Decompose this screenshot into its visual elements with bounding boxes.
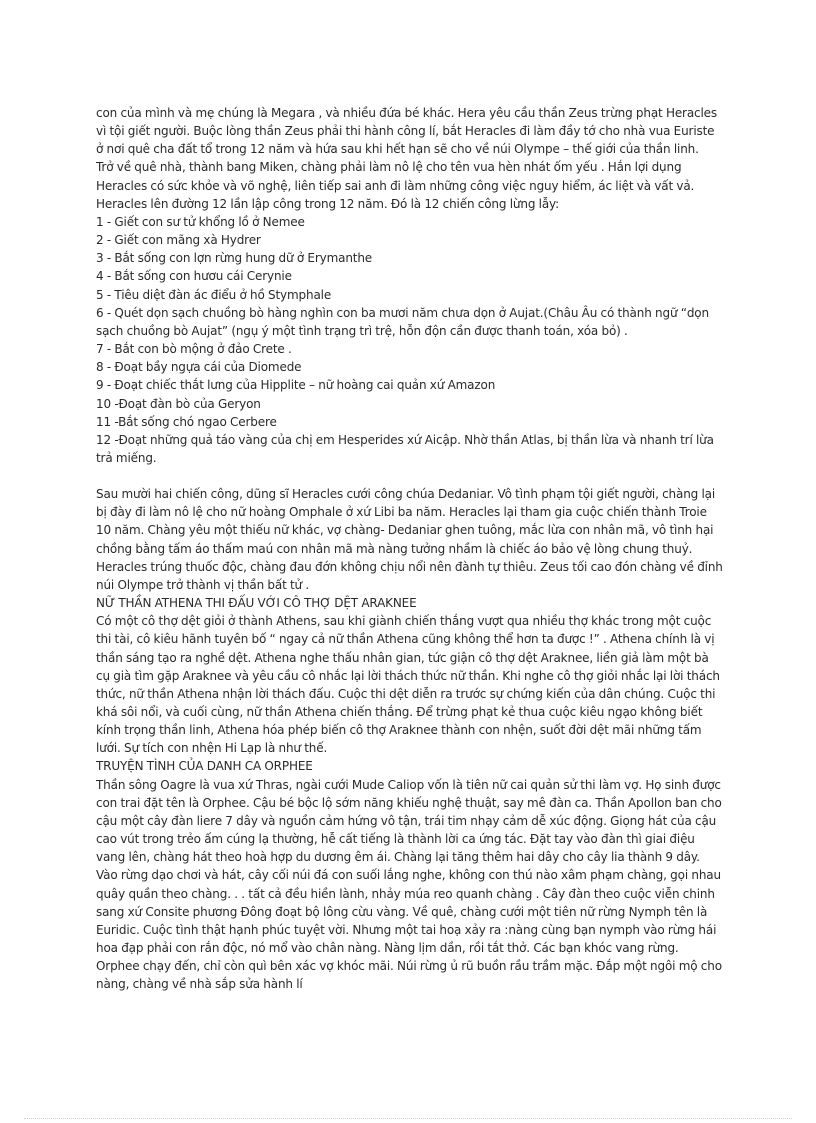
paragraph-heracles-punishment: con của mình và mẹ chúng là Megara , và nhiều đứa bé khác. Hera yêu cầu thần Zeus trừng phạt Heracles vì tội giết người. Buộc lòng thần Zeus phải thi hành công lí, bắt Heracles đi làm đầy tớ cho nhà vua Euriste ở nơi quê cha đất tổ trong 12 năm và hứa sau khi hết hạn sẽ cho về núi Olympe – thế giới của thần linh. bbox=[96, 106, 718, 157]
page-bottom-divider bbox=[24, 1118, 792, 1119]
paragraph-athena-araknee: Có một cô thợ dệt giỏi ở thành Athens, sau khi giành chiến thắng vượt qua nhiều thợ khác trong một cuộc thi tài, cô kiêu hãnh tuyên bố “ ngay cả nữ thần Athena cũng không thể hơn ta được !” . Athena chính là vị thần sáng tạo ra nghề dệt. Athena nghe thấu nhân gian, tức giận cô thợ dệt Araknee, liền giả làm một bà cụ già tìm gặp Araknee và yêu cầu cô nhắc lại lời thách thức nữ thần. Khi nghe cô thợ giỏi nhắc lại lời thách thức, nữ thần Athena nhận lời thách đấu. Cuộc thi dệt diễn ra trước sự chứng kiến của dân chúng. Cuộc thi khá sôi nổi, và cuối cùng, nữ thần Athena chiến thắng. Để trừng phạt kẻ thua cuộc kiêu ngạo không biết kính trọng thần linh, Athena hóa phép biến cô thợ Araknee thành con nhện, suốt đời dệt mãi những tấm lưới. Sự tích con nhện Hi Lạp là như thế. bbox=[96, 614, 720, 756]
list-item-labor-2: 2 - Giết con mãng xà Hydrer bbox=[96, 233, 261, 248]
list-item-labor-5: 5 - Tiêu diệt đàn ác điểu ở hồ Stymphale bbox=[96, 287, 332, 302]
list-item-labor-7: 7 - Bắt con bò mộng ở đảo Crete . bbox=[96, 342, 292, 357]
paragraph-orphee: Thần sông Oagre là vua xứ Thras, ngài cưới Mude Caliop vốn là tiên nữ cai quản sử thi làm vợ. Họ sinh được con trai đặt tên là Orphee. Cậu bé bộc lộ sớm năng khiếu nghệ thuật, say mê đàn ca. Thần Apollon ban cho cậu một cây đàn liere 7 dây và nguồn cảm hứng vô tận, trái tim nhạy cảm dễ xúc động. Giọng hát của cậu cao vút trong trẻo ấm cúng lạ thường, hễ cất tiếng là thành lời ca ứng tác. Đặt tay vào đàn thì giai điệu vang lên, chàng hát theo hoà hợp du dương êm ái. Chàng lại tăng thêm hai dây cho cây lia thành 9 dây. Vào rừng dạo chơi và hát, cây cối núi đá con suối lắng nghe, không con thú nào xâm phạm chàng, gọi nhau quây quần theo chàng. . . tất cả đều hiền lành, nhảy múa reo quanh chàng . Cây đàn theo cuộc viễn chinh sang xứ Consite phương Đông đoạt bộ lông cừu vàng. Về quê, chàng cưới một tiên nữ rừng Nymph tên là Euridic. Cuộc tình thật hạnh phúc tuyệt vời. Nhưng một tai hoạ xảy ra :nàng cùng bạn nymph vào rừng hái hoa đạp phải con rắn độc, nó mổ vào chân nàng. Nàng lịm dần, rồi tắt thở. Các bạn khóc vang rừng. Orphee chạy đến, chỉ còn quì bên xác vợ khóc mãi. Núi rừng ủ rũ buồn rầu trầm mặc. Đắp một ngôi mộ cho nàng, chàng về nhà sắp sửa hành lí bbox=[96, 777, 722, 992]
document-body bbox=[96, 104, 724, 994]
list-item-labor-8: 8 - Đoạt bầy ngựa cái của Diomede bbox=[96, 360, 302, 375]
list-item-labor-11: 11 -Bắt sống chó ngao Cerbere bbox=[96, 414, 277, 429]
section-heading-athena: NỮ THẦN ATHENA THI ĐẤU VỚI CÔ THỢ DỆT ARAKNEE bbox=[96, 596, 417, 611]
list-item-labor-4: 4 - Bắt sống con hươu cái Cerynie bbox=[96, 269, 292, 284]
list-item-labor-12: 12 -Đoạt những quả táo vàng của chị em Hesperides xứ Aicập. Nhờ thần Atlas, bị thần lừa và nhanh trí lừa trả miếng. bbox=[96, 432, 714, 465]
section-heading-orphee: TRUYỆN TÌNH CỦA DANH CA ORPHEE bbox=[96, 759, 313, 774]
list-item-labor-10: 10 -Đoạt đàn bò của Geryon bbox=[96, 396, 261, 411]
list-item-labor-3: 3 - Bắt sống con lợn rừng hung dữ ở Erymanthe bbox=[96, 251, 373, 266]
list-item-labor-1: 1 - Giết con sư tử khổng lồ ở Nemee bbox=[96, 214, 305, 229]
paragraph-heracles-death: Sau mười hai chiến công, dũng sĩ Heracles cưới công chúa Dedaniar. Vô tình phạm tội giết người, chàng lại bị đày đi làm nô lệ cho nữ hoàng Omphale ở xứ Libi ba năm. Heracles lại tham gia cuộc chiến thành Troie 10 năm. Chàng yêu một thiếu nữ khác, vợ chàng- Dedaniar ghen tuông, mắc lừa con nhân mã, vô tình hại chồng bằng tấm áo thấm maú con nhân mã mà nàng tưởng nhầm là chiếc áo bảo vệ lòng chung thuỷ. Heracles trúng thuốc độc, chàng đau đớn không chịu nổi nên đành tự thiêu. Zeus tối cao đón chàng về đỉnh núi Olympe trở thành vị thần bất tử . bbox=[96, 487, 723, 592]
list-item-labor-6: 6 - Quét dọn sạch chuồng bò hàng nghìn con ba mươi năm chưa dọn ở Aujat.(Châu Âu có thành ngữ “dọn sạch chuồng bò Aujat” (ngụ ý một tình trạng trì trệ, hỗn độn cần được thanh toán, xóa bỏ) . bbox=[96, 305, 709, 338]
paragraph-heracles-labors-intro: Trở về quê nhà, thành bang Miken, chàng phải làm nô lệ cho tên vua hèn nhát ốm yếu . Hắn lợi dụng Heracles có sức khỏe và võ nghệ, liên tiếp sai anh đi làm những công việc nguy hiểm, ác liệt và vất vả. Heracles lên đường 12 lần lập công trong 12 năm. Đó là 12 chiến công lừng lẫy: bbox=[96, 160, 695, 211]
blank-line bbox=[96, 467, 724, 485]
list-item-labor-9: 9 - Đoạt chiếc thắt lưng của Hipplite – nữ hoàng cai quản xứ Amazon bbox=[96, 378, 496, 393]
